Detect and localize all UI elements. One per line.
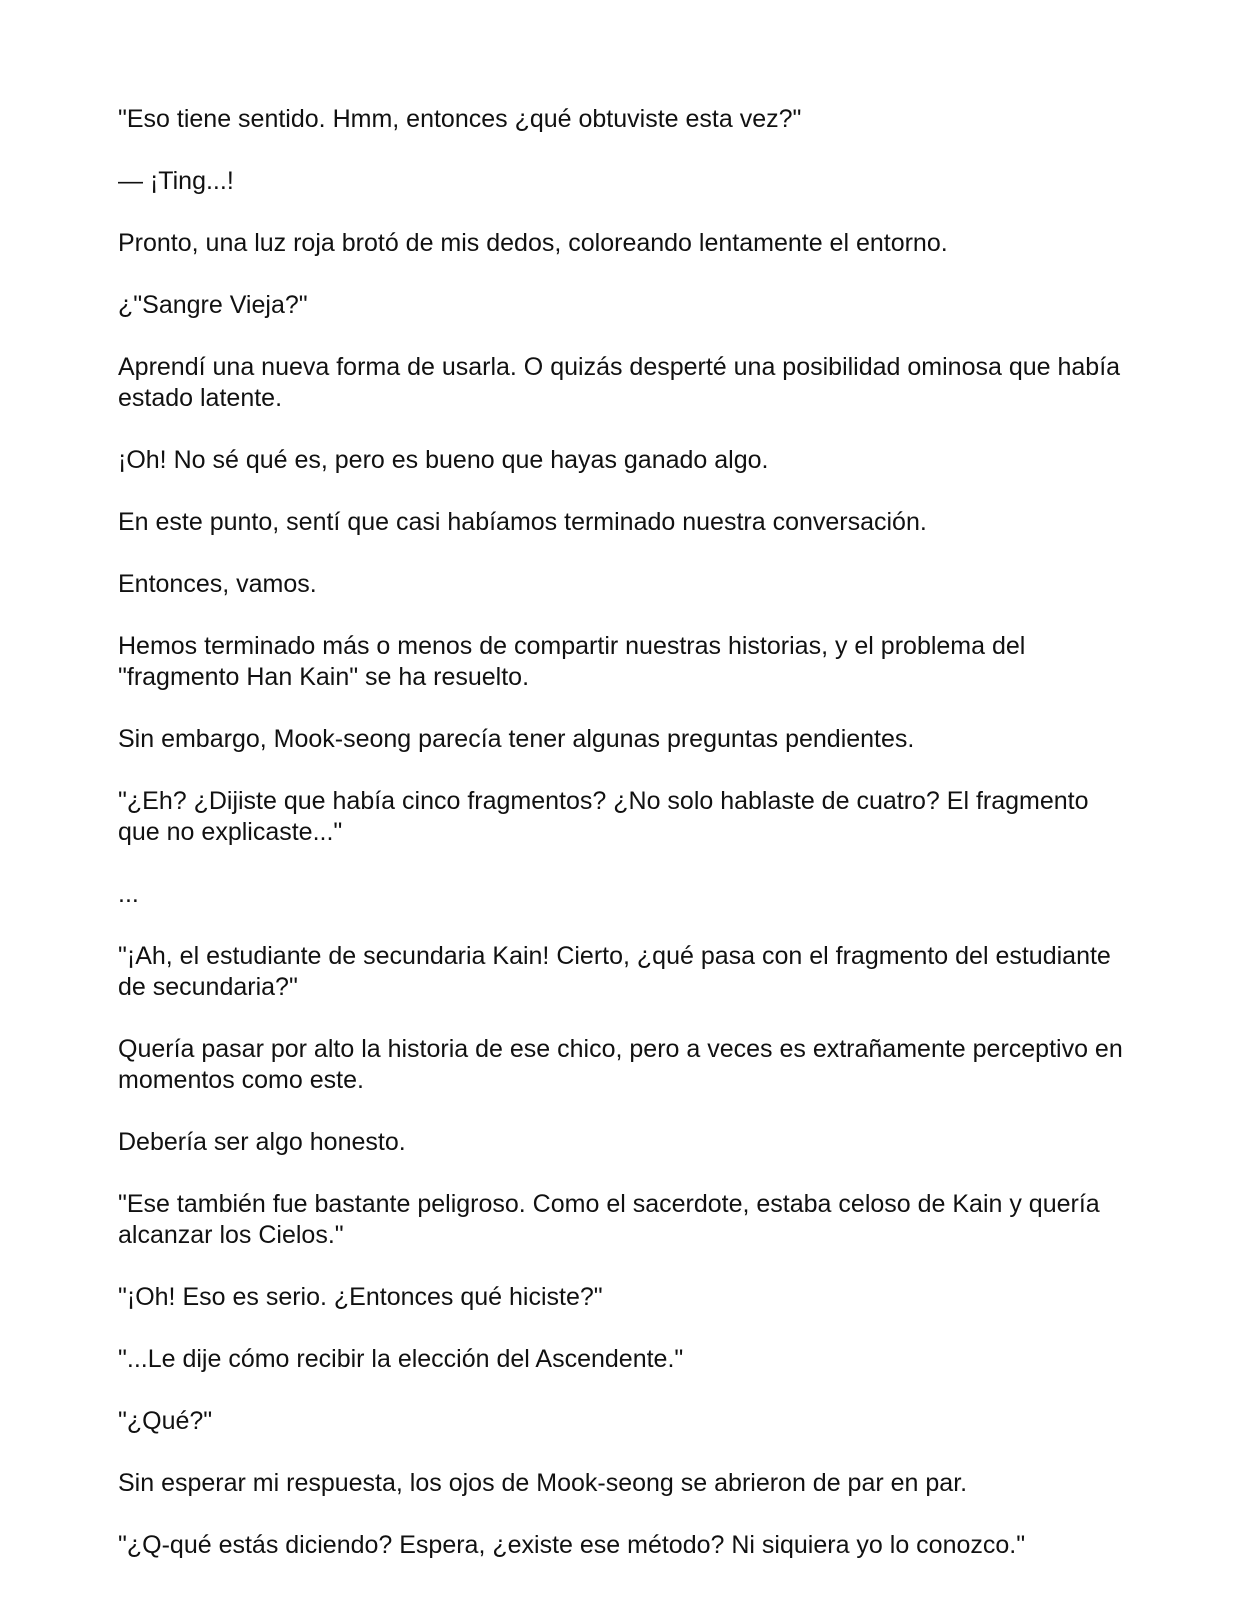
paragraph: "Ese también fue bastante peligroso. Como el sacerdote, estaba celoso de Kain y quería alcanzar los Cielos." <box>118 1190 1100 1249</box>
paragraph: Entonces, vamos. <box>118 570 317 598</box>
paragraph: "¡Oh! Eso es serio. ¿Entonces qué hiciste?" <box>118 1283 603 1311</box>
paragraph: — ¡Ting...! <box>118 167 234 195</box>
paragraph: ¿"Sangre Vieja?" <box>118 291 308 319</box>
paragraph: Pronto, una luz roja brotó de mis dedos, coloreando lentamente el entorno. <box>118 229 948 257</box>
paragraph: Aprendí una nueva forma de usarla. O quizás desperté una posibilidad ominosa que había estado latente. <box>118 353 1121 412</box>
paragraph: Debería ser algo honesto. <box>118 1128 406 1156</box>
paragraph: "¿Q-qué estás diciendo? Espera, ¿existe ese método? Ni siquiera yo lo conozco." <box>118 1531 1026 1559</box>
paragraph: ... <box>118 880 139 908</box>
paragraph: Hemos terminado más o menos de compartir nuestras historias, y el problema del "fragmento Han Kain" se ha resuelto. <box>118 632 1026 691</box>
document-body <box>118 104 1128 1592</box>
paragraph: "...Le dije cómo recibir la elección del Ascendente." <box>118 1345 684 1373</box>
paragraph: "¡Ah, el estudiante de secundaria Kain! Cierto, ¿qué pasa con el fragmento del estudiante de secundaria?" <box>118 942 1111 1001</box>
paragraph: "Eso tiene sentido. Hmm, entonces ¿qué obtuviste esta vez?" <box>118 105 802 133</box>
paragraph: Quería pasar por alto la historia de ese chico, pero a veces es extrañamente perceptivo en momentos como este. <box>118 1035 1123 1094</box>
paragraph: "¿Eh? ¿Dijiste que había cinco fragmentos? ¿No solo hablaste de cuatro? El fragmento que no explicaste..." <box>118 787 1089 846</box>
paragraph: En este punto, sentí que casi habíamos terminado nuestra conversación. <box>118 508 927 536</box>
paragraph: Sin esperar mi respuesta, los ojos de Mook-seong se abrieron de par en par. <box>118 1469 968 1497</box>
paragraph: Sin embargo, Mook-seong parecía tener algunas preguntas pendientes. <box>118 725 915 753</box>
paragraph: "¿Qué?" <box>118 1407 213 1435</box>
paragraph: ¡Oh! No sé qué es, pero es bueno que hayas ganado algo. <box>118 446 769 474</box>
